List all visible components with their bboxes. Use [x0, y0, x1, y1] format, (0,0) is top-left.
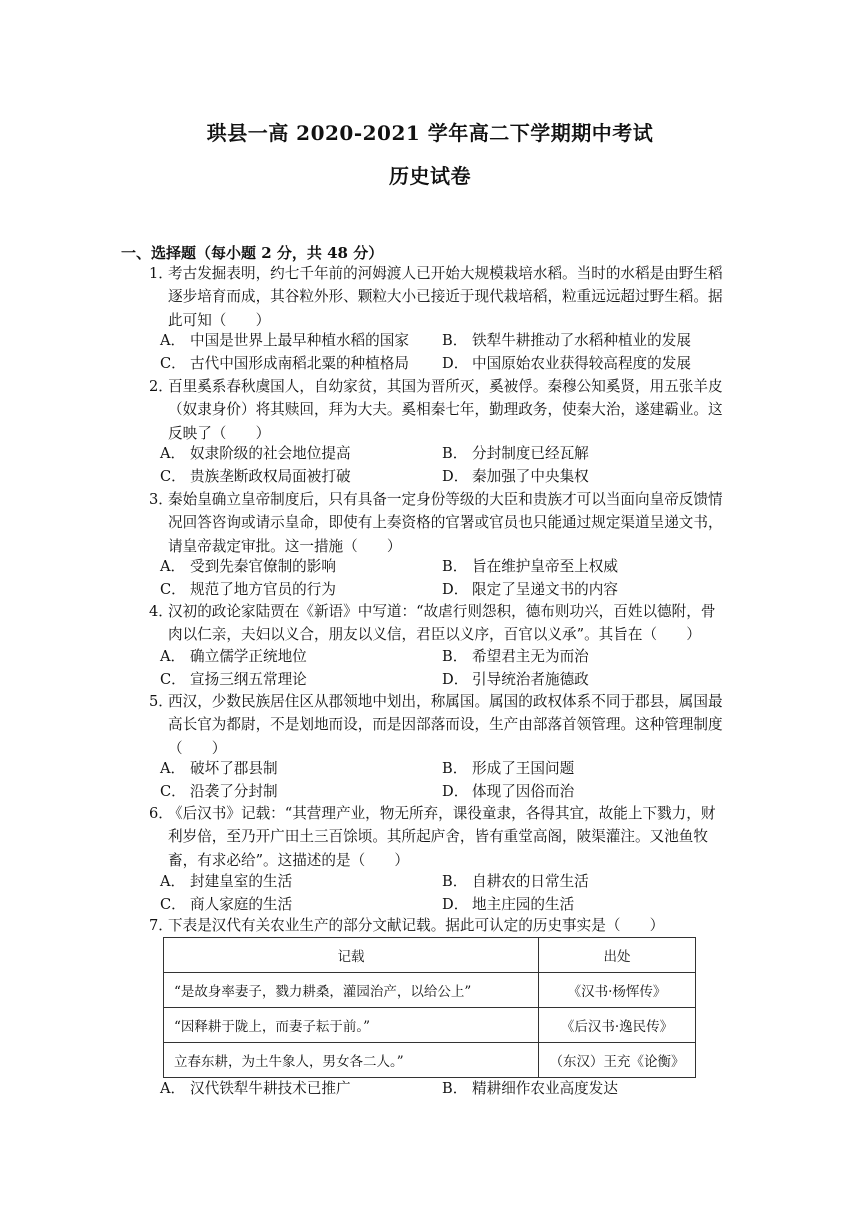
exam-subtitle: 历史试卷 — [389, 164, 471, 188]
question-stem: 汉初的政论家陆贾在《新语》中写道：“故虐行则怨积，德布则功兴，百姓以德附，骨肉以仁亲，夫妇以义合，朋友以义信，君臣以义序，百官以义承”。其旨在（ ） — [168, 603, 716, 644]
question-stem: 下表是汉代有关农业生产的部分文献记载。据此可认定的历史事实是（ ） — [168, 917, 665, 934]
question-1-options — [160, 329, 740, 375]
question-6 — [149, 802, 729, 872]
option-d[interactable]: D． 体现了因俗而治 — [442, 783, 575, 801]
question-number: 7． — [149, 917, 173, 934]
table-cell-source: 《后汉书·逸民传》 — [539, 1008, 696, 1043]
option-b[interactable]: B． 形成了王国问题 — [442, 760, 575, 777]
option-c[interactable]: C． 贵族垄断政权局面被打破 — [160, 468, 351, 486]
option-c[interactable]: C． 沿袭了分封制 — [160, 783, 278, 801]
option-a[interactable]: A． 奴隶阶级的社会地位提高 — [160, 445, 351, 462]
section-heading: 一、选择题（每小题 2 分，共 48 分） — [121, 244, 384, 262]
question-5-options — [160, 757, 740, 803]
question-stem: 秦始皇确立皇帝制度后，只有具备一定身份等级的大臣和贵族才可以当面向皇帝反馈情况回答咨询或请示皇命，即使有上奏资格的官署或官员也只能通过规定渠道呈递文书，请皇帝裁定审批。这一措施（ ） — [168, 491, 723, 555]
question-stem: 考古发掘表明，约七千年前的河姆渡人已开始大规模栽培水稻。当时的水稻是由野生稻逐步培育而成，其谷粒外形、颗粒大小已接近于现代栽培稻，粒重远远超过野生稻。据此可知（ ） — [168, 265, 723, 329]
option-c[interactable]: C． 宣扬三纲五常理论 — [160, 671, 307, 689]
question-3-options — [160, 555, 740, 601]
option-a[interactable]: A． 破坏了郡县制 — [160, 760, 278, 777]
question-6-options — [160, 870, 740, 916]
option-c[interactable]: C． 规范了地方官员的行为 — [160, 581, 336, 599]
option-d[interactable]: D． 引导统治者施德政 — [442, 671, 589, 689]
table-cell-record: 立春东耕，为土牛象人，男女各二人。” — [164, 1043, 539, 1078]
option-a[interactable]: A． 确立儒学正统地位 — [160, 648, 307, 665]
option-d[interactable]: D． 中国原始农业获得较高程度的发展 — [442, 355, 691, 373]
option-b[interactable]: B． 自耕农的日常生活 — [442, 873, 589, 890]
exam-title: 珙县一高 2020-2021 学年高二下学期期中考试 — [206, 121, 654, 145]
option-b[interactable]: B． 旨在维护皇帝至上权威 — [442, 558, 618, 575]
table-cell-record: “因释耕于陇上，而妻子耘于前。” — [164, 1008, 539, 1043]
option-a[interactable]: A． 汉代铁犁牛耕技术已推广 — [160, 1080, 351, 1097]
option-b[interactable]: B． 精耕细作农业高度发达 — [442, 1080, 618, 1097]
question-7-options — [160, 1077, 740, 1100]
question-number: 3． — [149, 491, 173, 508]
question-2-options — [160, 442, 740, 488]
question-stem: 《后汉书》记载：“其营理产业，物无所弃，课役童隶，各得其宜，故能上下戮力，财利岁倍，至乃开广田土三百馀顷。其所起庐舍，皆有重堂高阁，陂渠灌注。又池鱼牧畜，有求必给”。这描述的是（ ） — [168, 805, 716, 869]
table-cell-source: （东汉）王充《论衡》 — [539, 1043, 696, 1078]
table-header-record: 记载 — [164, 938, 539, 973]
table-row — [164, 1008, 696, 1043]
question-stem: 百里奚系春秋虞国人，自幼家贫，其国为晋所灭，奚被俘。秦穆公知奚贤，用五张羊皮（奴隶身价）将其赎回，拜为大夫。奚相秦七年，勤理政务，使秦大治，遂建霸业。这反映了（ ） — [168, 378, 723, 442]
option-d[interactable]: D． 地主庄园的生活 — [442, 896, 575, 914]
option-c[interactable]: C． 古代中国形成南稻北粟的种植格局 — [160, 355, 409, 373]
question-2 — [149, 375, 729, 445]
option-a[interactable]: A． 封建皇室的生活 — [160, 873, 293, 890]
table-row — [164, 1043, 696, 1078]
option-b[interactable]: B． 希望君主无为而治 — [442, 648, 589, 665]
question-number: 4． — [149, 603, 173, 620]
option-b[interactable]: B． 分封制度已经瓦解 — [442, 445, 589, 462]
question-3 — [149, 488, 729, 558]
table-cell-record: “是故身率妻子，戮力耕桑，灌园治产，以给公上” — [164, 973, 539, 1008]
table-header-source: 出处 — [539, 938, 696, 973]
option-a[interactable]: A． 受到先秦官僚制的影响 — [160, 558, 336, 575]
table-row — [164, 973, 696, 1008]
question-number: 6． — [149, 805, 173, 822]
option-b[interactable]: B． 铁犁牛耕推动了水稻种植业的发展 — [442, 332, 691, 349]
option-a[interactable]: A． 中国是世界上最早种植水稻的国家 — [160, 332, 409, 349]
question-5 — [149, 690, 729, 760]
option-d[interactable]: D． 秦加强了中央集权 — [442, 468, 589, 486]
question-stem: 西汉，少数民族居住区从郡领地中划出，称属国。属国的政权体系不同于郡县，属国最高长官为都尉，不是划地而设，而是因部落而设，生产由部落首领管理。这种管理制度（ ） — [168, 693, 723, 757]
question-number: 1． — [149, 265, 173, 282]
table-cell-source: 《汉书·杨恽传》 — [539, 973, 696, 1008]
option-d[interactable]: D． 限定了呈递文书的内容 — [442, 581, 618, 599]
question-1 — [149, 262, 729, 332]
option-c[interactable]: C． 商人家庭的生活 — [160, 896, 293, 914]
question-4-options — [160, 645, 740, 691]
question-7 — [149, 914, 729, 937]
question-number: 5． — [149, 693, 173, 710]
table-header-row — [164, 938, 696, 973]
question-4 — [149, 600, 729, 647]
records-table — [163, 937, 696, 1078]
question-number: 2． — [149, 378, 173, 395]
